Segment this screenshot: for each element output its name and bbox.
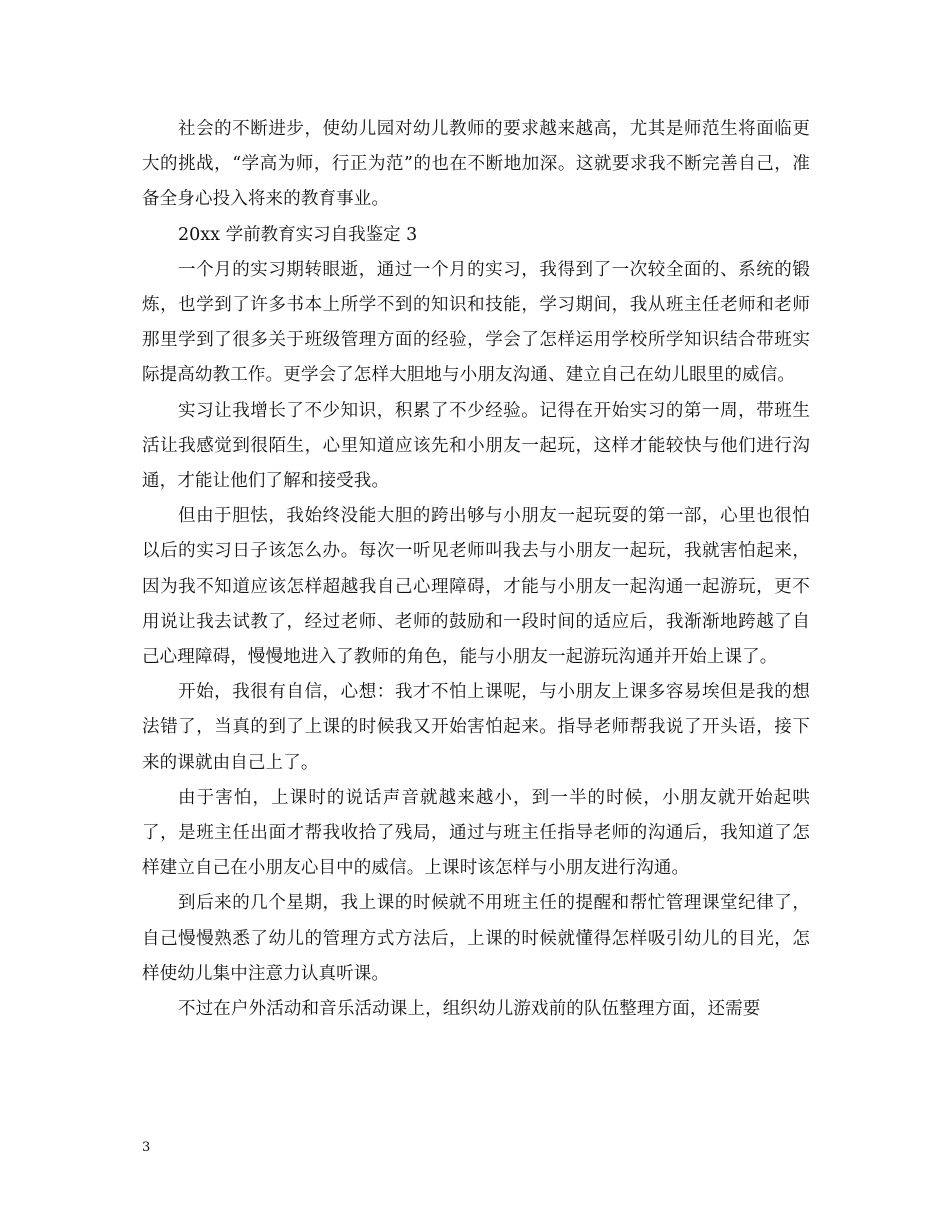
- document-body: [142, 112, 810, 1027]
- paragraph-2: 一个月的实习期转眼逝，通过一个月的实习，我得到了一次较全面的、系统的锻炼，也学到了许多书本上所学不到的知识和技能，学习期间，我从班主任老师和老师那里学到了很多关于班级管理方面的经验，学会了怎样运用学校所学知识结合带班实际提高幼教工作。更学会了怎样大胆地与小朋友沟通、建立自己在幼儿眼里的威信。: [142, 259, 810, 386]
- paragraph-6: 由于害怕，上课时的说话声音就越来越小，到一半的时候，小朋友就开始起哄了，是班主任出面才帮我收拾了残局，通过与班主任指导老师的沟通后，我知道了怎样建立自己在小朋友心目中的威信。上课时该怎样与小朋友进行沟通。: [142, 787, 810, 879]
- paragraph-3: 实习让我增长了不少知识，积累了不少经验。记得在开始实习的第一周，带班生活让我感觉到很陌生，心里知道应该先和小朋友一起玩，这样才能较快与他们进行沟通，才能让他们了解和接受我。: [142, 400, 810, 492]
- paragraph-8: 不过在户外活动和音乐活动课上，组织幼儿游戏前的队伍整理方面，还需要: [178, 999, 761, 1020]
- section-heading: 20xx 学前教育实习自我鉴定 3: [178, 224, 418, 245]
- paragraph-5: 开始，我很有自信，心想：我才不怕上课呢，与小朋友上课多容易埃但是我的想法错了，当真的到了上课的时候我又开始害怕起来。指导老师帮我说了开头语，接下来的课就由自己上了。: [142, 682, 810, 773]
- paragraph-7: 到后来的几个星期，我上课的时候就不用班主任的提醒和帮忙管理课堂纪律了，自己慢慢熟悉了幼儿的管理方式方法后，上课的时候就懂得怎样吸引幼儿的目光，怎样使幼儿集中注意力认真听课。: [142, 893, 810, 984]
- page-number: 3: [142, 1140, 151, 1155]
- paragraph-1: 社会的不断进步，使幼儿园对幼儿教师的要求越来越高，尤其是师范生将面临更大的挑战，“学高为师，行正为范”的也在不断地加深。这就要求我不断完善自己，准备全身心投入将来的教育事业。: [142, 119, 810, 210]
- paragraph-4: 但由于胆怯，我始终没能大胆的跨出够与小朋友一起玩耍的第一部，心里也很怕以后的实习日子该怎么办。每次一听见老师叫我去与小朋友一起玩，我就害怕起来，因为我不知道应该怎样超越我自己心理障碍，才能与小朋友一起沟通一起游玩，更不用说让我去试教了，经过老师、老师的鼓励和一段时间的适应后，我渐渐地跨越了自己心理障碍，慢慢地进入了教师的角色，能与小朋友一起游玩沟通并开始上课了。: [142, 506, 810, 668]
